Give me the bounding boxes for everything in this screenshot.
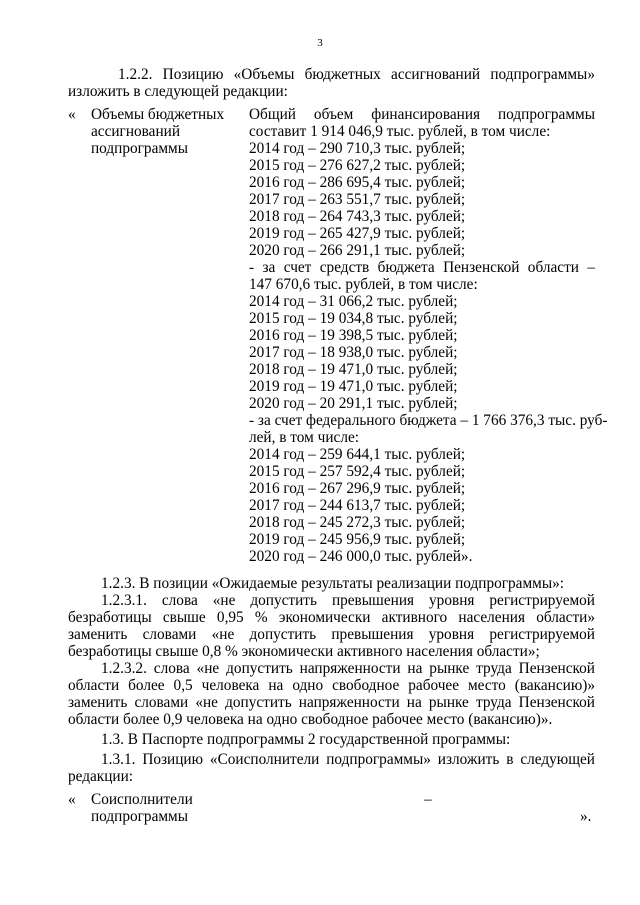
left-cell-line: Соисполнители [91,791,193,808]
left-cell-line: подпрограммы [91,140,189,157]
right-cell-line: 2018 год – 19 471,0 тыс. рублей; [249,361,458,378]
paragraph-1-2-3-2-line4: области более 0,9 человека на одно свободное рабочее место (вакансию)». [68,711,553,728]
dash-placeholder: – [424,791,432,808]
right-cell-line: 2016 год – 267 296,9 тыс. рублей; [249,480,466,497]
paragraph-1-2-3-1-line3: заменить словами «не допустить превышения уровня регистрируемой [68,626,595,643]
paragraph-1-2-3-1-line1: 1.2.3.1. слова «не допустить превышения уровня регистрируемой [101,592,595,609]
right-cell-line: 2020 год – 266 291,1 тыс. рублей; [249,242,466,259]
paragraph-1-2-3-2-line3: заменить словами «не допустить напряженности на рынке труда Пензенской [68,694,595,711]
paragraph-1-2-3-2-line1: 1.2.3.2. слова «не допустить напряженности на рынке труда Пензенской [101,660,595,677]
right-cell-line: 2019 год – 19 471,0 тыс. рублей; [249,378,458,395]
right-cell-line: 2015 год – 19 034,8 тыс. рублей; [249,310,458,327]
right-cell-line: 2017 год – 244 613,7 тыс. рублей; [249,497,466,514]
right-cell-line: 2017 год – 263 551,7 тыс. рублей; [249,191,466,208]
paragraph-1-2-3-1-line4: безработицы свыше 0,8 % экономически активного населения области»; [68,643,540,660]
right-cell-line: 2018 год – 264 743,3 тыс. рублей; [249,208,466,225]
right-cell-line: 2015 год – 257 592,4 тыс. рублей; [249,463,466,480]
right-cell-line: 2018 год – 245 272,3 тыс. рублей; [249,514,466,531]
left-cell-line: подпрограммы [91,808,189,825]
paragraph-1-2-2-line2: изложить в следующей редакции: [68,83,288,100]
right-cell-line: 2016 год – 19 398,5 тыс. рублей; [249,327,458,344]
right-cell-line: 2014 год – 259 644,1 тыс. рублей; [249,446,466,463]
right-cell-line: 2020 год – 20 291,1 тыс. рублей; [249,395,458,412]
page-number: 3 [317,37,323,49]
left-cell-line: ассигнований [91,123,181,140]
paragraph-1-2-3: 1.2.3. В позиции «Ожидаемые результаты реализации подпрограммы»: [101,575,564,592]
open-quote: « [68,791,76,808]
right-cell-line: - за счет федерального бюджета – 1 766 376,3 тыс. руб- [249,412,608,429]
right-cell-line: 2017 год – 18 938,0 тыс. рублей; [249,344,458,361]
paragraph-1-3-1-line1: 1.3.1. Позицию «Соисполнители подпрограммы» изложить в следующей [101,751,595,768]
right-cell-line: 2016 год – 286 695,4 тыс. рублей; [249,174,466,191]
paragraph-1-3: 1.3. В Паспорте подпрограммы 2 государственной программы: [101,731,511,748]
table2-left-cell [91,791,241,825]
table1-left-cell [91,106,241,157]
table1-right-cell [249,106,608,565]
right-cell-line: лей, в том числе: [249,429,359,446]
right-cell-line: 2020 год – 246 000,0 тыс. рублей». [249,548,473,565]
open-quote: « [68,106,76,123]
right-cell-line: 2014 год – 290 710,3 тыс. рублей; [249,140,466,157]
right-cell-line: 2015 год – 276 627,2 тыс. рублей; [249,157,466,174]
right-cell-line: 2019 год – 245 956,9 тыс. рублей; [249,531,466,548]
right-cell-line: 2014 год – 31 066,2 тыс. рублей; [249,293,458,310]
right-cell-line: составит 1 914 046,9 тыс. рублей, в том числе: [249,123,551,140]
paragraph-1-3-1-line2: редакции: [68,768,134,785]
left-cell-line: Объемы бюджетных [91,106,225,123]
right-cell-line: - за счет средств бюджета Пензенской области – [249,259,595,276]
right-cell-line: 2019 год – 265 427,9 тыс. рублей; [249,225,466,242]
paragraph-1-2-3-2-line2: области более 0,5 человека на одно свободное рабочее место (вакансию)» [68,677,595,694]
right-cell-line: 147 670,6 тыс. рублей, в том числе: [249,276,478,293]
paragraph-1-2-3-1-line2: безработицы свыше 0,95 % экономически активного населения области» [68,609,595,626]
paragraph-1-2-2-line1: 1.2.2. Позицию «Объемы бюджетных ассигнований подпрограммы» [118,66,595,83]
right-cell-line: Общий объем финансирования подпрограммы [249,106,595,123]
close-quote: ». [580,808,592,825]
